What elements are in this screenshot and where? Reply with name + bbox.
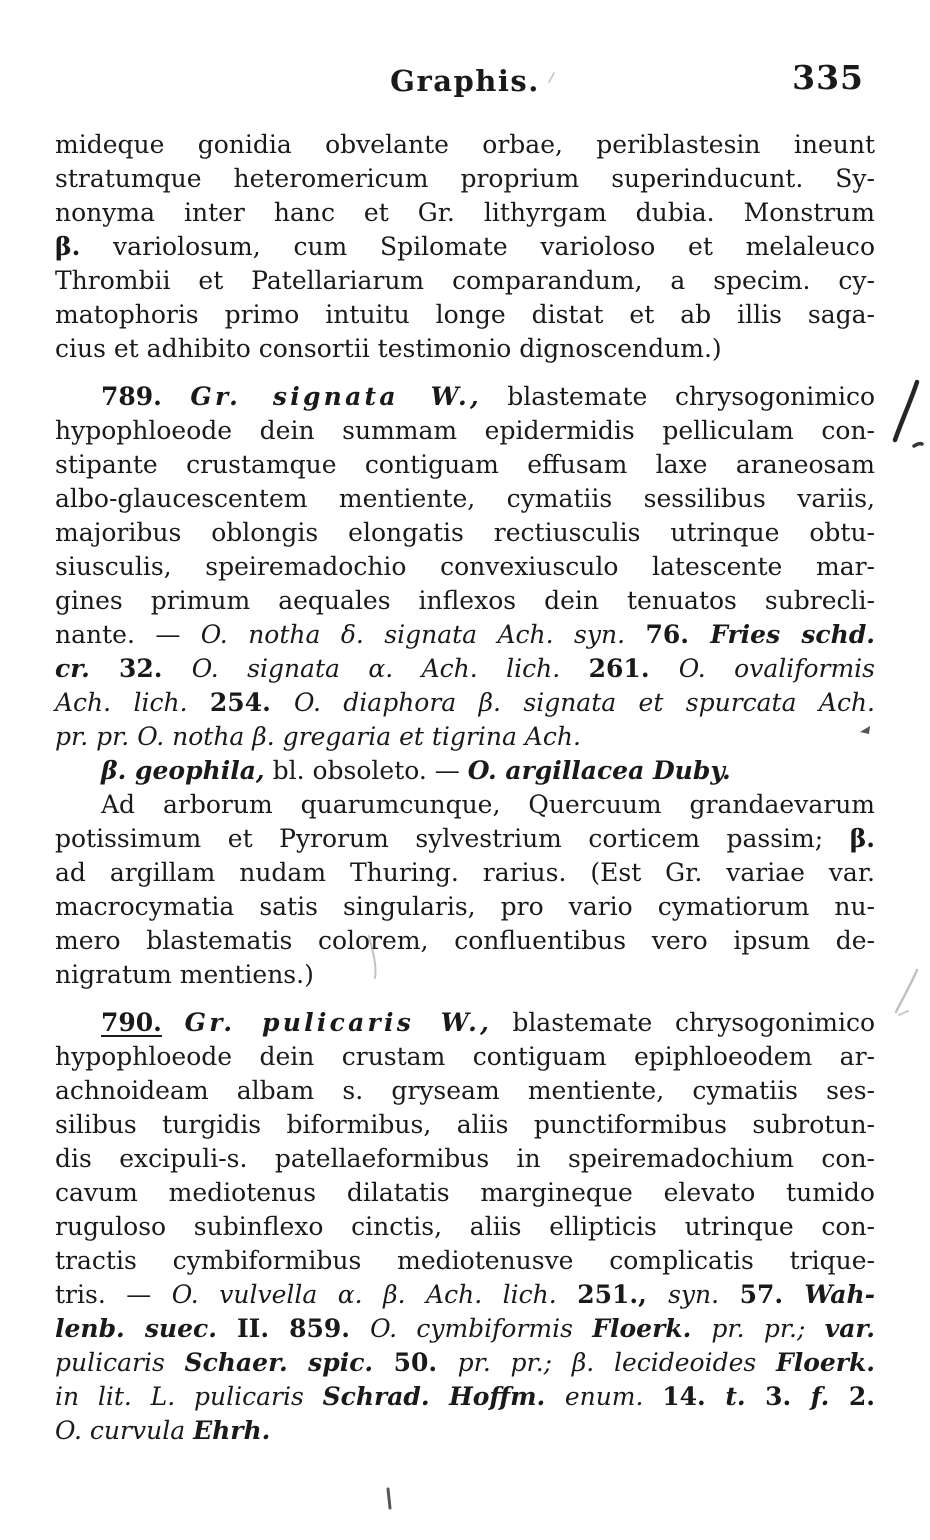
text-segment: Wah- bbox=[804, 1280, 875, 1309]
text-segment: Fries schd. bbox=[710, 620, 875, 649]
text-line bbox=[55, 958, 875, 992]
text-segment: hypophloeode dein crustam contiguam epiphloeodem ar- bbox=[55, 1042, 875, 1071]
text-line bbox=[55, 414, 875, 448]
text-segment: syn. bbox=[668, 1280, 740, 1309]
text-segment: blastemate chrysogonimico bbox=[512, 1008, 875, 1037]
text-segment: cr. bbox=[55, 654, 119, 683]
text-line bbox=[55, 1244, 875, 1278]
text-line bbox=[55, 128, 875, 162]
text-line bbox=[55, 652, 875, 686]
text-segment: β. lecideoides bbox=[571, 1348, 776, 1377]
text-line bbox=[55, 1176, 875, 1210]
text-segment: Schaer. spic. bbox=[184, 1348, 394, 1377]
text-segment: β. bbox=[55, 232, 81, 261]
text-line bbox=[55, 890, 875, 924]
page-number: 335 bbox=[792, 58, 864, 97]
text-line bbox=[55, 1142, 875, 1176]
text-line bbox=[55, 1414, 875, 1448]
text-line bbox=[55, 298, 875, 332]
text-segment: O. signata α. Ach. lich. bbox=[191, 654, 589, 683]
text-segment: var. bbox=[824, 1314, 876, 1343]
text-segment: O. vulvella α. β. Ach. lich. bbox=[171, 1280, 578, 1309]
text-segment: gines primum aequales inflexos dein tenuatos subrecli- bbox=[55, 586, 875, 615]
text-segment: O. ovaliformis bbox=[678, 654, 876, 683]
text-line bbox=[55, 1040, 875, 1074]
text-line bbox=[55, 686, 875, 720]
text-segment: siusculis, speiremadochio convexiusculo latescente mar- bbox=[55, 552, 875, 581]
text-line bbox=[55, 1074, 875, 1108]
text-segment: Ach. lich. bbox=[55, 688, 210, 717]
text-segment: Gr. pulicaris W. bbox=[184, 1008, 481, 1037]
text-segment: Ad arborum quarumcunque, Quercuum grandaevarum bbox=[101, 790, 875, 819]
text-segment: 789. bbox=[101, 382, 191, 411]
text-segment: pr. pr.; bbox=[711, 1314, 825, 1343]
text-segment: 261. bbox=[588, 654, 679, 683]
text-segment: 76. bbox=[645, 620, 711, 649]
text-segment: matophoris primo intuitu longe distat et ab illis saga- bbox=[55, 300, 875, 329]
variety-geophila bbox=[55, 754, 875, 788]
text-line bbox=[55, 162, 875, 196]
text-segment: nonyma inter hanc et Gr. lithyrgam dubia. Monstrum bbox=[55, 198, 875, 227]
text-line bbox=[55, 822, 875, 856]
text-line bbox=[55, 264, 875, 298]
text-segment: 790. bbox=[101, 1008, 162, 1037]
text-segment: O. diaphora β. signata et spurcata Ach. bbox=[293, 688, 875, 717]
species-entry-790 bbox=[55, 1006, 875, 1448]
text-line bbox=[55, 516, 875, 550]
text-segment: hypophloeode dein summam epidermidis pelliculam con- bbox=[55, 416, 875, 445]
text-line bbox=[55, 788, 875, 822]
text-segment: tris. — bbox=[55, 1280, 172, 1309]
text-segment: β. bbox=[849, 824, 875, 853]
text-segment: potissimum et Pyrorum sylvestrium corticem passim; bbox=[55, 824, 850, 853]
text-segment: 251., bbox=[577, 1280, 669, 1309]
text-segment: cavum mediotenus dilatatis margineque elevato tumido bbox=[55, 1178, 875, 1207]
text-segment: Thrombii et Patellariarum comparandum, a specim. cy- bbox=[55, 266, 875, 295]
text-segment: O. notha δ. signata Ach. syn. bbox=[200, 620, 646, 649]
text-segment: stipante crustamque contiguam effusam laxe araneosam bbox=[55, 450, 875, 479]
text-segment: O. cymbiformis bbox=[370, 1314, 593, 1343]
text-line bbox=[55, 1346, 875, 1380]
text-segment: in lit. L. pulicaris bbox=[55, 1382, 323, 1411]
text-segment: nante. — bbox=[55, 620, 201, 649]
text-line bbox=[55, 856, 875, 890]
species-entry-789 bbox=[55, 380, 875, 754]
text-segment: tractis cymbiformibus mediotenusve complicatis trique- bbox=[55, 1246, 875, 1275]
text-segment: Schrad. Hoffm. bbox=[322, 1382, 565, 1411]
text-line bbox=[55, 1380, 875, 1414]
text-segment: Floerk. bbox=[592, 1314, 712, 1343]
text-line bbox=[55, 196, 875, 230]
habitat-note bbox=[55, 788, 875, 992]
text-line bbox=[55, 230, 875, 264]
text-line bbox=[55, 448, 875, 482]
text-segment: , bbox=[469, 382, 508, 411]
text-segment: Gr. signata W. bbox=[190, 382, 470, 411]
text-segment: silibus turgidis biformibus, aliis punctiformibus subrotun- bbox=[55, 1110, 875, 1139]
text-segment: β. geophila, bbox=[101, 756, 265, 785]
text-segment: mero blastematis colorem, confluentibus vero ipsum de- bbox=[55, 926, 875, 955]
text-line bbox=[55, 332, 875, 366]
text-segment bbox=[162, 1008, 185, 1037]
text-line bbox=[55, 482, 875, 516]
text-segment: pulicaris bbox=[55, 1348, 185, 1377]
text-segment: 3. bbox=[765, 1382, 811, 1411]
text-segment: 50. bbox=[393, 1348, 458, 1377]
text-segment: ruguloso subinflexo cinctis, aliis ellipticis utrinque con- bbox=[55, 1212, 875, 1241]
text-segment: , bbox=[480, 1008, 513, 1037]
text-segment: Ehrh. bbox=[193, 1416, 271, 1445]
text-segment: albo-glaucescentem mentiente, cymatiis sessilibus variis, bbox=[55, 484, 875, 513]
text-segment: 254. bbox=[209, 688, 294, 717]
text-segment: blastemate chrysogonimico bbox=[507, 382, 875, 411]
text-segment: enum. bbox=[564, 1382, 663, 1411]
text-line bbox=[55, 1312, 875, 1346]
text-segment: t. bbox=[725, 1382, 766, 1411]
text-segment: 57. bbox=[739, 1280, 805, 1309]
text-segment: nigratum mentiens.) bbox=[55, 960, 314, 989]
text-segment: lenb. suec. bbox=[55, 1314, 237, 1343]
text-segment: II. 859. bbox=[236, 1314, 371, 1343]
paragraph-continuation bbox=[55, 128, 875, 366]
text-segment: cius et adhibito consortii testimonio dignoscendum.) bbox=[55, 334, 722, 363]
pen-slash-mark-icon bbox=[884, 376, 930, 460]
text-segment: mideque gonidia obvelante orbae, periblastesin ineunt bbox=[55, 130, 875, 159]
text-segment: 32. bbox=[119, 654, 192, 683]
text-segment: 2. bbox=[848, 1382, 876, 1411]
text-segment: f. bbox=[810, 1382, 849, 1411]
text-segment: dis excipuli-s. patellaeformibus in speiremadochium con- bbox=[55, 1144, 875, 1173]
text-line bbox=[55, 1006, 875, 1040]
text-line bbox=[55, 1108, 875, 1142]
text-segment: O. argillacea Duby. bbox=[467, 756, 731, 785]
text-segment: O. curvula bbox=[55, 1416, 194, 1445]
text-line bbox=[55, 550, 875, 584]
text-line bbox=[55, 720, 875, 754]
text-line bbox=[55, 1278, 875, 1312]
text-segment: variolosum, cum Spilomate varioloso et melaleuco bbox=[80, 232, 875, 261]
text-segment: macrocymatia satis singularis, pro vario cymatiorum nu- bbox=[55, 892, 875, 921]
text-segment: majoribus oblongis elongatis rectiusculis utrinque obtu- bbox=[55, 518, 875, 547]
text-line bbox=[55, 924, 875, 958]
text-segment: stratumque heteromericum proprium superinducunt. Sy- bbox=[55, 164, 875, 193]
text-line bbox=[55, 1210, 875, 1244]
text-segment: pr. pr.; bbox=[457, 1348, 572, 1377]
faint-pen-slash-icon bbox=[886, 962, 928, 1024]
text-segment: 14. bbox=[662, 1382, 726, 1411]
text-line bbox=[55, 618, 875, 652]
text-line bbox=[55, 584, 875, 618]
text-block bbox=[55, 128, 875, 1448]
text-segment: pr. pr. O. notha β. gregaria et tigrina Ach. bbox=[55, 722, 581, 751]
text-segment: ad argillam nudam Thuring. rarius. (Est Gr. variae var. bbox=[55, 858, 875, 887]
running-header-title: Graphis. bbox=[390, 64, 540, 98]
text-segment: bl. obsoleto. — bbox=[264, 756, 468, 785]
text-line bbox=[55, 754, 875, 788]
text-segment: achnoideam albam s. gryseam mentiente, cymatiis ses- bbox=[55, 1076, 875, 1105]
text-segment: Floerk. bbox=[775, 1348, 875, 1377]
text-line bbox=[55, 380, 875, 414]
small-ink-tick-icon bbox=[382, 1486, 396, 1514]
